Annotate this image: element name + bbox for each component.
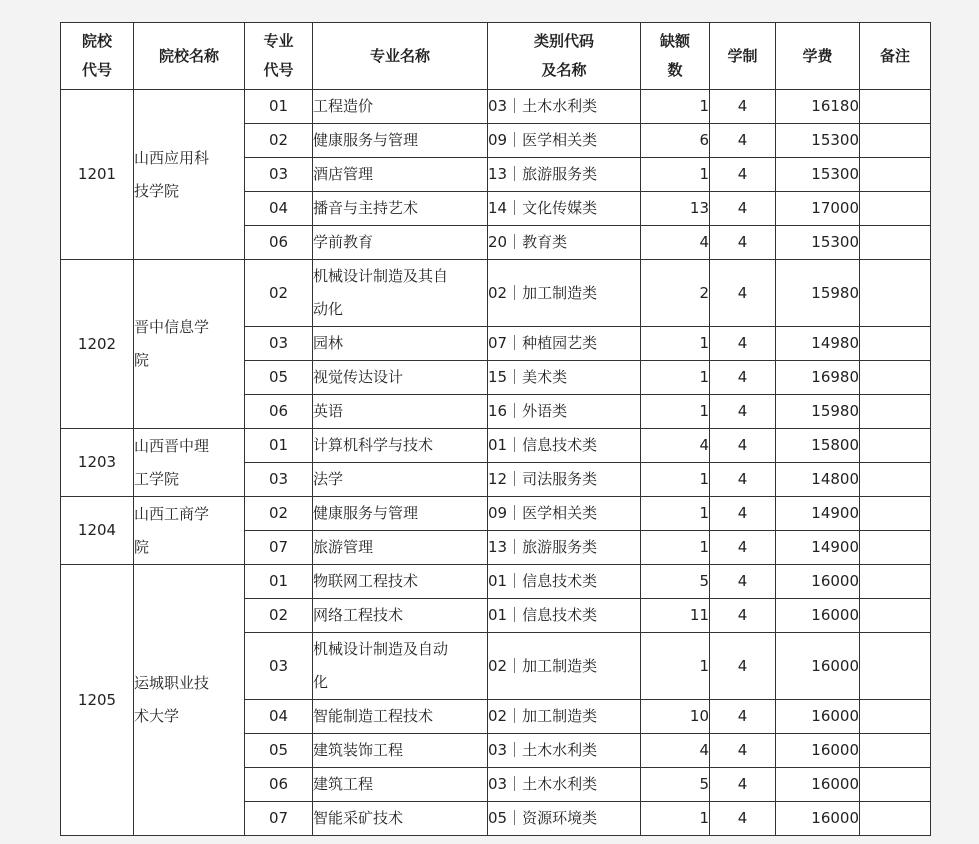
remarks-cell [860,700,931,734]
table-body [61,90,931,836]
vacancies-cell: 1 [641,531,710,565]
tuition-cell: 17000 [776,192,860,226]
category-cell: 07｜种植园艺类 [488,327,641,361]
school-name-line: 运城职业技 [134,674,210,692]
tuition-cell: 16000 [776,700,860,734]
duration-cell: 4 [710,565,776,599]
school-name-line: 山西晋中理 [134,436,210,455]
major-code-cell: 03 [245,158,313,192]
major-name-cell: 健康服务与管理 [313,497,488,531]
duration-cell: 4 [710,802,776,836]
duration-cell: 4 [710,497,776,531]
header-row [61,23,931,90]
major-name-cell: 物联网工程技术 [313,565,488,599]
category-cell: 01｜信息技术类 [488,565,641,599]
tuition-cell: 16180 [776,90,860,124]
tuition-cell: 14900 [776,497,860,531]
duration-cell: 4 [710,327,776,361]
major-code-cell: 01 [245,90,313,124]
major-name-cell: 播音与主持艺术 [313,192,488,226]
category-cell: 02｜加工制造类 [488,700,641,734]
major-name-cell: 建筑工程 [313,768,488,802]
major-code-cell: 06 [245,395,313,429]
vacancies-cell: 6 [641,124,710,158]
vacancies-cell: 1 [641,497,710,531]
header-vacancies-l2: 数 [667,61,683,79]
tuition-cell: 14800 [776,463,860,497]
school-code-cell: 1204 [61,497,134,565]
vacancies-cell: 11 [641,599,710,633]
vacancies-cell: 1 [641,361,710,395]
major-code-cell: 02 [245,497,313,531]
table-row [61,429,931,463]
remarks-cell [860,633,931,700]
school-code-cell: 1203 [61,429,134,497]
school-name-line: 山西应用科 [134,148,210,167]
tuition-cell: 16000 [776,768,860,802]
header-category-l1: 类别代码 [533,32,594,50]
major-name-line: 机械设计制造及其自 [313,267,449,285]
major-code-cell: 02 [245,599,313,633]
table-row [61,497,931,531]
remarks-cell [860,327,931,361]
major-code-cell: 03 [245,633,313,700]
major-code-cell: 07 [245,802,313,836]
major-code-cell: 06 [245,226,313,260]
major-name-cell: 酒店管理 [313,158,488,192]
vacancies-cell: 4 [641,734,710,768]
school-name-line: 院 [134,537,150,556]
remarks-cell [860,531,931,565]
major-name-line: 机械设计制造及自动 [313,640,449,658]
vacancies-cell: 1 [641,395,710,429]
header-remarks: 备注 [860,23,931,90]
school-name-cell [134,260,245,429]
vacancies-cell: 1 [641,158,710,192]
school-name-line: 院 [134,351,150,369]
duration-cell: 4 [710,700,776,734]
vacancies-cell: 1 [641,327,710,361]
remarks-cell [860,802,931,836]
category-cell: 02｜加工制造类 [488,633,641,700]
tuition-cell: 15300 [776,158,860,192]
tuition-cell: 16000 [776,565,860,599]
major-code-cell: 03 [245,463,313,497]
header-major-code [245,23,313,90]
vacancies-cell: 1 [641,802,710,836]
category-cell: 09｜医学相关类 [488,124,641,158]
major-name-cell: 工程造价 [313,90,488,124]
vacancy-table [60,22,931,836]
duration-cell: 4 [710,361,776,395]
remarks-cell [860,192,931,226]
major-name-line: 化 [313,673,329,691]
duration-cell: 4 [710,260,776,327]
duration-cell: 4 [710,226,776,260]
remarks-cell [860,463,931,497]
major-code-cell: 05 [245,734,313,768]
remarks-cell [860,90,931,124]
vacancies-cell: 4 [641,226,710,260]
category-cell: 13｜旅游服务类 [488,158,641,192]
header-category [488,23,641,90]
tuition-cell: 16980 [776,361,860,395]
category-cell: 15｜美术类 [488,361,641,395]
school-code-cell: 1202 [61,260,134,429]
category-cell: 13｜旅游服务类 [488,531,641,565]
major-name-cell: 健康服务与管理 [313,124,488,158]
remarks-cell [860,734,931,768]
duration-cell: 4 [710,90,776,124]
major-name-cell: 视觉传达设计 [313,361,488,395]
remarks-cell [860,599,931,633]
tuition-cell: 16000 [776,599,860,633]
header-school-name: 院校名称 [134,23,245,90]
duration-cell: 4 [710,124,776,158]
tuition-cell: 16000 [776,734,860,768]
category-cell: 05｜资源环境类 [488,802,641,836]
header-vacancies-l1: 缺额 [659,32,690,50]
duration-cell: 4 [710,192,776,226]
duration-cell: 4 [710,768,776,802]
major-code-cell: 01 [245,565,313,599]
school-name-cell [134,90,245,260]
school-name-line: 术大学 [134,707,180,725]
major-code-cell: 06 [245,768,313,802]
remarks-cell [860,768,931,802]
major-name-cell: 园林 [313,327,488,361]
remarks-cell [860,260,931,327]
header-major-code-l2: 代号 [263,61,294,79]
major-name-cell [313,633,488,700]
header-school-code-l2: 代号 [81,61,112,79]
school-name-cell [134,429,245,497]
major-name-cell: 计算机科学与技术 [313,429,488,463]
vacancies-cell: 5 [641,565,710,599]
category-cell: 02｜加工制造类 [488,260,641,327]
category-cell: 03｜土木水利类 [488,768,641,802]
header-tuition: 学费 [776,23,860,90]
header-category-l2: 及名称 [541,61,587,79]
major-name-cell: 法学 [313,463,488,497]
remarks-cell [860,565,931,599]
major-name-cell: 智能采矿技术 [313,802,488,836]
table-row [61,90,931,124]
remarks-cell [860,497,931,531]
header-duration: 学制 [710,23,776,90]
tuition-cell: 15300 [776,124,860,158]
major-name-cell: 英语 [313,395,488,429]
tuition-cell: 15800 [776,429,860,463]
duration-cell: 4 [710,429,776,463]
major-code-cell: 02 [245,260,313,327]
tuition-cell: 14900 [776,531,860,565]
major-code-cell: 02 [245,124,313,158]
vacancies-cell: 13 [641,192,710,226]
tuition-cell: 16000 [776,633,860,700]
tuition-cell: 15980 [776,395,860,429]
remarks-cell [860,429,931,463]
duration-cell: 4 [710,463,776,497]
vacancies-cell: 1 [641,463,710,497]
duration-cell: 4 [710,531,776,565]
remarks-cell [860,395,931,429]
school-name-line: 工学院 [134,469,180,488]
major-code-cell: 04 [245,700,313,734]
category-cell: 09｜医学相关类 [488,497,641,531]
remarks-cell [860,361,931,395]
category-cell: 03｜土木水利类 [488,734,641,768]
tuition-cell: 16000 [776,802,860,836]
major-name-cell [313,260,488,327]
category-cell: 14｜文化传媒类 [488,192,641,226]
vacancies-cell: 1 [641,633,710,700]
table-row [61,565,931,599]
category-cell: 03｜土木水利类 [488,90,641,124]
major-name-cell: 学前教育 [313,226,488,260]
school-name-line: 技学院 [134,181,180,200]
category-cell: 12｜司法服务类 [488,463,641,497]
school-code-cell: 1205 [61,565,134,836]
major-name-cell: 建筑装饰工程 [313,734,488,768]
category-cell: 01｜信息技术类 [488,599,641,633]
header-major-name: 专业名称 [313,23,488,90]
remarks-cell [860,226,931,260]
major-name-cell: 智能制造工程技术 [313,700,488,734]
tuition-cell: 14980 [776,327,860,361]
vacancies-cell: 1 [641,90,710,124]
school-name-cell [134,565,245,836]
header-school-code-l1: 院校 [81,32,112,50]
school-name-line: 晋中信息学 [134,318,210,336]
major-code-cell: 03 [245,327,313,361]
category-cell: 01｜信息技术类 [488,429,641,463]
tuition-cell: 15300 [776,226,860,260]
vacancies-cell: 2 [641,260,710,327]
vacancies-cell: 4 [641,429,710,463]
major-name-cell: 旅游管理 [313,531,488,565]
duration-cell: 4 [710,158,776,192]
remarks-cell [860,124,931,158]
vacancies-cell: 5 [641,768,710,802]
header-major-code-l1: 专业 [263,32,294,50]
duration-cell: 4 [710,395,776,429]
major-code-cell: 05 [245,361,313,395]
major-code-cell: 07 [245,531,313,565]
school-name-line: 山西工商学 [134,504,210,523]
major-name-line: 动化 [313,300,344,318]
duration-cell: 4 [710,734,776,768]
category-cell: 20｜教育类 [488,226,641,260]
category-cell: 16｜外语类 [488,395,641,429]
header-vacancies [641,23,710,90]
major-code-cell: 04 [245,192,313,226]
duration-cell: 4 [710,633,776,700]
header-school-code [61,23,134,90]
major-code-cell: 01 [245,429,313,463]
tuition-cell: 15980 [776,260,860,327]
vacancies-cell: 10 [641,700,710,734]
remarks-cell [860,158,931,192]
major-name-cell: 网络工程技术 [313,599,488,633]
table-row [61,260,931,327]
school-name-cell [134,497,245,565]
school-code-cell: 1201 [61,90,134,260]
duration-cell: 4 [710,599,776,633]
